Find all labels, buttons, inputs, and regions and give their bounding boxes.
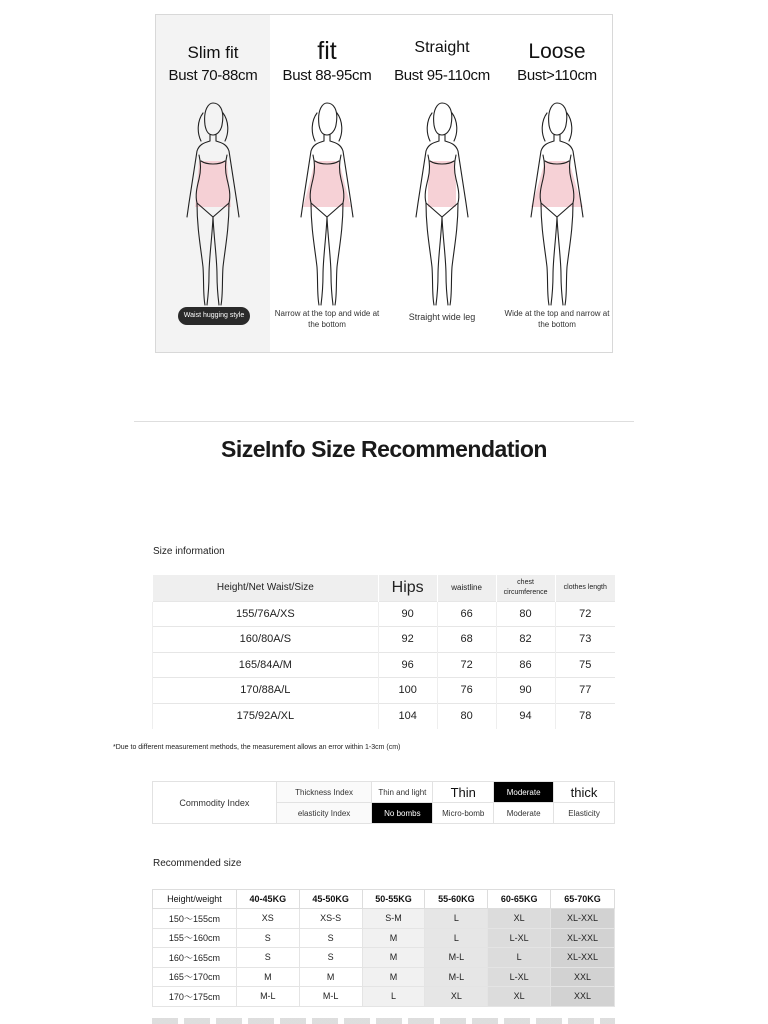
commodity-index-table: [152, 781, 615, 824]
size-info-cell: 68: [437, 627, 496, 653]
recommended-cell: XL: [488, 909, 551, 929]
recommended-cell: XS-S: [299, 909, 362, 929]
elasticity-option: Micro-bomb: [433, 803, 494, 824]
body-silhouette-icon: [175, 99, 251, 311]
fit-name: Slim fit: [187, 43, 239, 62]
recommended-header-cell: 45-50KG: [299, 890, 362, 909]
recommended-header-cell: 60-65KG: [488, 890, 551, 909]
faded-text-line: [152, 1018, 615, 1024]
recommended-cell: S: [299, 948, 362, 968]
recommended-cell: XL-XXL: [551, 928, 615, 948]
size-header-cell: chest circumference: [496, 575, 555, 601]
recommended-cell: M: [362, 967, 425, 987]
size-info-cell: 165/84A/M: [153, 652, 379, 678]
recommended-size-label: Recommended size: [153, 858, 242, 869]
size-info-cell: 90: [378, 601, 437, 627]
size-info-cell: 155/76A/XS: [153, 601, 379, 627]
thickness-index-label: Thickness Index: [276, 782, 372, 803]
recommended-row: [153, 948, 615, 968]
size-info-cell: 80: [496, 601, 555, 627]
thickness-option-selected: Moderate: [494, 782, 554, 803]
size-info-row: [153, 601, 616, 627]
elasticity-option-selected: No bombs: [372, 803, 433, 824]
section-divider: [134, 421, 634, 422]
fit-caption: Wide at the top and narrow at the bottom: [504, 309, 610, 329]
size-info-cell: 75: [555, 652, 615, 678]
size-info-cell: 100: [378, 678, 437, 704]
size-info-cell: 170/88A/L: [153, 678, 379, 704]
thickness-option: thick: [554, 782, 615, 803]
elasticity-index-label: elasticity Index: [276, 803, 372, 824]
recommended-cell: M: [362, 948, 425, 968]
recommended-header-row: [153, 890, 615, 909]
size-info-cell: 90: [496, 678, 555, 704]
body-silhouette-icon: [519, 99, 595, 311]
recommended-cell: L-XL: [488, 967, 551, 987]
recommended-cell: S: [236, 948, 299, 968]
recommended-cell: M: [299, 967, 362, 987]
recommended-cell: 160～165cm: [153, 948, 237, 968]
size-info-cell: 175/92A/XL: [153, 703, 379, 729]
size-info-cell: 77: [555, 678, 615, 704]
fit-name: fit: [317, 37, 337, 65]
recommended-cell: M: [362, 928, 425, 948]
recommended-cell: S: [299, 928, 362, 948]
body-silhouette-icon: [404, 99, 480, 311]
fit-comparison-panel: [155, 14, 613, 353]
recommended-cell: XL: [425, 987, 488, 1007]
size-info-cell: 104: [378, 703, 437, 729]
size-info-cell: 76: [437, 678, 496, 704]
recommended-cell: XL: [488, 987, 551, 1007]
size-info-cell: 72: [555, 601, 615, 627]
fit-bust-range: Bust>110cm: [517, 67, 597, 84]
recommended-cell: XL-XXL: [551, 948, 615, 968]
recommended-cell: M-L: [299, 987, 362, 1007]
recommended-row: [153, 967, 615, 987]
size-info-cell: 94: [496, 703, 555, 729]
recommended-cell: L: [362, 987, 425, 1007]
thickness-option: Thin: [433, 782, 494, 803]
size-info-row: [153, 652, 616, 678]
measurement-footnote: *Due to different measurement methods, the measurement allows an error within 1-3cm (cm): [113, 744, 401, 751]
body-silhouette-icon: [289, 99, 365, 311]
size-header-cell: waistline: [437, 575, 496, 601]
recommended-cell: S: [236, 928, 299, 948]
recommended-cell: S-M: [362, 909, 425, 929]
size-info-label: Size information: [153, 546, 225, 557]
recommended-cell: 150～155cm: [153, 909, 237, 929]
recommended-cell: XL-XXL: [551, 909, 615, 929]
elasticity-option: Elasticity: [554, 803, 615, 824]
recommended-cell: XXL: [551, 987, 615, 1007]
fit-bust-range: Bust 70-88cm: [168, 67, 258, 84]
fit-bust-range: Bust 88-95cm: [282, 67, 372, 84]
thickness-option: Thin and light: [372, 782, 433, 803]
fit-name: Straight: [414, 39, 470, 56]
recommended-header-cell: 50-55KG: [362, 890, 425, 909]
recommended-cell: 170～175cm: [153, 987, 237, 1007]
size-info-cell: 73: [555, 627, 615, 653]
size-info-cell: 72: [437, 652, 496, 678]
recommended-header-cell: Height/weight: [153, 890, 237, 909]
thickness-row: [153, 782, 615, 803]
size-header-cell: Hips: [378, 575, 437, 601]
recommended-header-cell: 65-70KG: [551, 890, 615, 909]
recommended-header-cell: 40-45KG: [236, 890, 299, 909]
recommended-cell: L: [425, 909, 488, 929]
recommended-row: [153, 909, 615, 929]
recommended-cell: M-L: [425, 967, 488, 987]
size-info-cell: 96: [378, 652, 437, 678]
size-info-row: [153, 678, 616, 704]
recommended-size-table: [152, 889, 615, 1007]
size-info-row: [153, 627, 616, 653]
size-header-cell: Height/Net Waist/Size: [153, 575, 379, 601]
fit-caption: Straight wide leg: [408, 312, 476, 322]
recommended-cell: M: [236, 967, 299, 987]
recommended-cell: 165～170cm: [153, 967, 237, 987]
size-info-cell: 160/80A/S: [153, 627, 379, 653]
size-info-table: [152, 575, 615, 729]
fit-bust-range: Bust 95-110cm: [394, 67, 490, 84]
recommended-cell: XS: [236, 909, 299, 929]
recommended-header-cell: 55-60KG: [425, 890, 488, 909]
size-info-cell: 92: [378, 627, 437, 653]
recommended-cell: M-L: [236, 987, 299, 1007]
recommended-cell: L-XL: [488, 928, 551, 948]
size-info-cell: 78: [555, 703, 615, 729]
recommended-cell: L: [425, 928, 488, 948]
size-info-header-row: [153, 575, 616, 601]
commodity-index-label: Commodity Index: [153, 782, 277, 824]
recommended-cell: L: [488, 948, 551, 968]
recommended-cell: 155～160cm: [153, 928, 237, 948]
size-info-cell: 66: [437, 601, 496, 627]
fit-column: [156, 15, 270, 352]
recommended-row: [153, 987, 615, 1007]
recommended-cell: XXL: [551, 967, 615, 987]
fit-column: [270, 15, 384, 352]
size-header-cell: clothes length: [555, 575, 615, 601]
section-title: SizeInfo Size Recommendation: [221, 436, 547, 462]
fit-column: [500, 15, 614, 352]
fit-caption-pill: Waist hugging style: [178, 307, 250, 325]
recommended-cell: M-L: [425, 948, 488, 968]
size-info-row: [153, 703, 616, 729]
elasticity-option: Moderate: [494, 803, 554, 824]
size-info-cell: 86: [496, 652, 555, 678]
fit-name: Loose: [528, 40, 586, 63]
fit-caption: Narrow at the top and wide at the bottom: [274, 309, 380, 329]
fit-column: [385, 15, 499, 352]
size-info-cell: 82: [496, 627, 555, 653]
recommended-row: [153, 928, 615, 948]
size-info-cell: 80: [437, 703, 496, 729]
